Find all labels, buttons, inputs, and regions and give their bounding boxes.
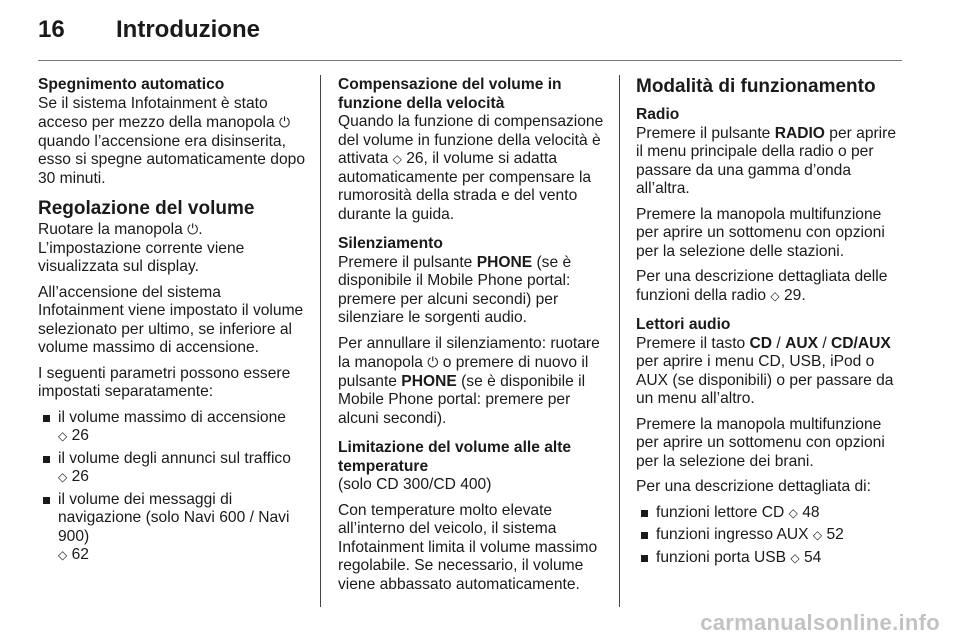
- text: funzioni lettore CD: [656, 503, 785, 521]
- text: o premere di nuovo il pulsante: [338, 354, 589, 390]
- paragraph: (solo CD 300/CD 400): [338, 476, 492, 493]
- paragraph: [38, 220, 306, 277]
- page-ref-arrow-icon: ◇: [392, 152, 402, 166]
- paragraph: Premere la manopola multifunzione per aprire un sottomenu con opzioni per la selezione delle stazioni.: [636, 205, 885, 260]
- page-ref-link[interactable]: 26: [71, 427, 89, 444]
- paragraph: [338, 113, 606, 224]
- page-ref-link[interactable]: 26: [71, 468, 89, 485]
- page-ref-arrow-icon: ◇: [58, 470, 68, 484]
- text: Ruotare la manopola: [38, 221, 188, 238]
- text: il volume degli annunci sul traffico: [58, 449, 291, 467]
- page-ref-link[interactable]: 62: [71, 546, 89, 563]
- bullet-list: [636, 504, 904, 568]
- watermark: carmanualsonline.info: [700, 610, 940, 635]
- text: , il volume si adatta automaticamente per compensare la rumorosità della strada e del vento durante la guida.: [338, 150, 592, 223]
- page-ref-link[interactable]: 54: [803, 548, 822, 566]
- page-ref-arrow-icon: ◇: [790, 550, 800, 565]
- page-title: Introduzione: [116, 16, 260, 43]
- aux-button-label: AUX: [785, 334, 818, 352]
- text: il volume dei messaggi di navigazione (solo Navi 600 / Navi 900): [58, 490, 290, 545]
- power-knob-icon: ⏻: [427, 354, 439, 370]
- section-heading-auto-off: Spegnimento automatico: [38, 76, 225, 93]
- bullet-icon: [641, 555, 648, 562]
- section-heading-mute: Silenziamento: [338, 235, 443, 252]
- phone-button-label: PHONE: [401, 372, 457, 390]
- power-knob-icon: ⏻: [187, 221, 199, 237]
- text: per aprire i menu CD, USB, iPod o AUX (se disponibili) o per passare da un menu all’altro.: [636, 353, 894, 407]
- list-item: [38, 409, 306, 446]
- paragraph: Premere la manopola multifunzione per aprire un sottomenu con opzioni per la selezione dei brani.: [636, 415, 885, 470]
- text: funzioni ingresso AUX: [656, 526, 809, 543]
- column-middle: [338, 76, 606, 601]
- text: Premere il pulsante: [338, 253, 477, 271]
- bullet-icon: [43, 415, 50, 422]
- column-left: [38, 76, 306, 569]
- page-number: 16: [38, 16, 65, 43]
- section-heading-modes: Modalità di funzionamento: [636, 76, 876, 97]
- radio-button-label: RADIO: [774, 124, 825, 142]
- text: il volume massimo di accensione: [58, 408, 286, 426]
- cd-button-label: CD: [749, 334, 773, 352]
- bullet-icon: [641, 510, 648, 517]
- text: Se il sistema Infotainment è stato acceso per mezzo della manopola: [38, 94, 279, 131]
- column-divider: [619, 75, 620, 607]
- bullet-icon: [43, 456, 50, 463]
- page-ref-arrow-icon: ◇: [58, 429, 68, 443]
- list-item: [636, 549, 904, 568]
- column-divider: [320, 75, 321, 607]
- paragraph: [338, 335, 606, 429]
- text: Quando la funzione di compensazione del volume in funzione della velocità è attivata: [338, 113, 604, 167]
- bullet-icon: [43, 497, 50, 504]
- list-item: [636, 504, 904, 523]
- text: Premere il tasto: [636, 334, 750, 352]
- section-heading-speed-compensation: Compensazione del volume in funzione della velocità: [338, 76, 562, 112]
- text: . L’impostazione corrente viene visualizzata sul display.: [38, 221, 245, 275]
- paragraph: [38, 95, 306, 189]
- list-item: [636, 526, 904, 545]
- text: /: [772, 334, 786, 352]
- page-ref-link[interactable]: 48: [802, 503, 820, 521]
- section-heading-audio-players: Lettori audio: [636, 316, 731, 333]
- paragraph: [636, 335, 904, 409]
- phone-button-label: PHONE: [476, 253, 533, 271]
- list-item: [38, 450, 306, 487]
- text: /: [818, 334, 831, 352]
- paragraph: All’accensione del sistema Infotainment viene impostato il volume selezionato per ultimo, se inferiore al volume massimo di accensione.: [38, 283, 304, 356]
- header-rule: [38, 60, 902, 61]
- paragraph: [338, 254, 606, 328]
- bullet-icon: [641, 532, 648, 539]
- text: (se è disponibile il Mobile Phone portal: premere per alcuni secondi).: [338, 372, 586, 427]
- paragraph: Con temperature molto elevate all’interno del veicolo, il sistema Infotainment limita il volume massimo regolabile. Se necessario, il volume viene abbassato automaticamente.: [338, 501, 598, 593]
- text: Per una descrizione dettagliata delle funzioni della radio: [636, 268, 888, 304]
- paragraph: Per una descrizione dettagliata di:: [636, 478, 871, 495]
- text: Premere il pulsante: [636, 124, 775, 142]
- section-heading-temperature-limit: Limitazione del volume alle alte temperature: [338, 439, 572, 475]
- page-ref-link[interactable]: 52: [826, 526, 844, 543]
- cd-aux-button-label: CD/AUX: [831, 334, 891, 352]
- paragraph: I seguenti parametri possono essere impostati separatamente:: [38, 364, 291, 400]
- text: funzioni porta USB: [656, 548, 787, 566]
- paragraph: [636, 268, 904, 305]
- text: (se è disponibile il Mobile Phone portal: premere per alcuni secondi) per silenziare le sorgenti audio.: [338, 253, 572, 326]
- page-ref-arrow-icon: ◇: [788, 505, 798, 520]
- paragraph: [636, 125, 904, 199]
- text: .: [801, 286, 806, 304]
- power-knob-icon: ⏻: [278, 114, 291, 130]
- bullet-list: [38, 409, 306, 565]
- section-heading-volume: Regolazione del volume: [38, 198, 255, 219]
- page-ref-arrow-icon: ◇: [812, 528, 823, 542]
- text: per aprire il menu principale della radio o per passare da una gamma d’onda all’altra.: [636, 124, 897, 197]
- page-ref-arrow-icon: ◇: [770, 288, 780, 303]
- column-right: [636, 76, 904, 571]
- list-item: [38, 491, 306, 565]
- page-ref-link[interactable]: 29: [783, 286, 802, 304]
- text: quando l’accensione era disinserita, esso si spegne automaticamente dopo 30 minuti.: [38, 132, 305, 187]
- section-heading-radio: Radio: [636, 106, 680, 123]
- page-ref-link[interactable]: 26: [406, 150, 424, 167]
- text: Per annullare il silenziamento: ruotare la manopola: [338, 334, 600, 371]
- page-ref-arrow-icon: ◇: [58, 548, 68, 562]
